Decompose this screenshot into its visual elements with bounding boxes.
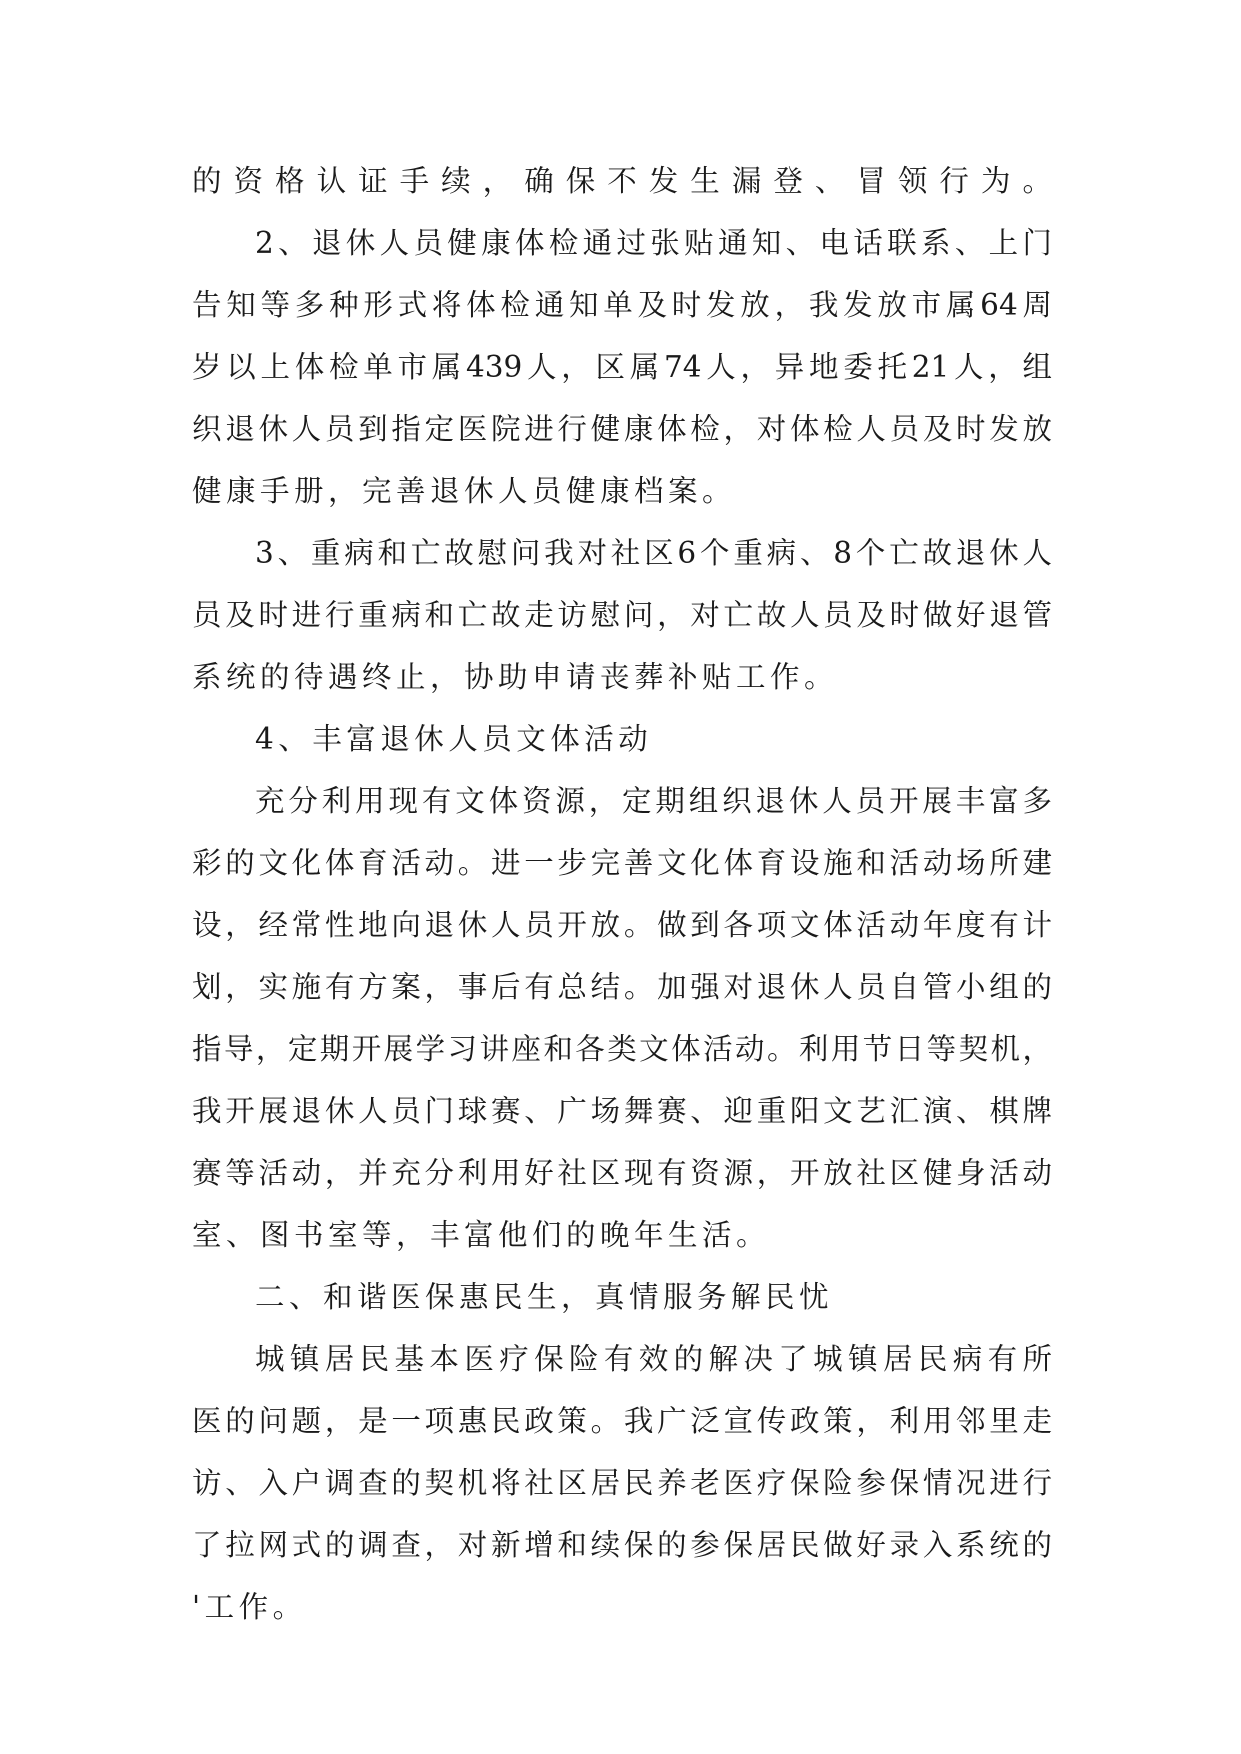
- text-line: 我开展退休人员门球赛、广场舞赛、迎重阳文艺汇演、棋牌: [192, 1094, 1052, 1128]
- text-line-paragraph-end: '工作。: [192, 1590, 307, 1624]
- text-line: 织退休人员到指定医院进行健康体检，对体检人员及时发放: [192, 412, 1052, 446]
- text-line-paragraph-end: 室、图书室等，丰富他们的晚年生活。: [192, 1218, 771, 1252]
- text-line: 医的问题，是一项惠民政策。我广泛宣传政策，利用邻里走: [192, 1404, 1052, 1438]
- text-line: 员及时进行重病和亡故走访慰问，对亡故人员及时做好退管: [192, 598, 1052, 632]
- text-line-continuation: 的资格认证手续，确保不发生漏登、冒领行为。: [192, 164, 1052, 198]
- section-heading-two: 二、和谐医保惠民生，真情服务解民忧: [255, 1280, 834, 1314]
- text-line: 访、入户调查的契机将社区居民养老医疗保险参保情况进行: [192, 1466, 1052, 1500]
- text-line: 赛等活动，并充分利用好社区现有资源，开放社区健身活动: [192, 1156, 1052, 1190]
- text-line-paragraph-end: 健康手册，完善退休人员健康档案。: [192, 474, 737, 508]
- document-page: [192, 150, 1052, 1638]
- text-line-paragraph-start: 充分利用现有文体资源，定期组织退休人员开展丰富多: [255, 784, 1052, 818]
- text-line: 指导，定期开展学习讲座和各类文体活动。利用节日等契机，: [192, 1032, 1052, 1066]
- text-line: 岁以上体检单市属439人，区属74人，异地委托21人，组: [192, 350, 1052, 384]
- text-line: 了拉网式的调查，对新增和续保的参保居民做好录入系统的: [192, 1528, 1052, 1562]
- section-heading-item-4: 4、丰富退休人员文体活动: [255, 722, 653, 756]
- text-line: 彩的文化体育活动。进一步完善文化体育设施和活动场所建: [192, 846, 1052, 880]
- text-line-paragraph-start: 城镇居民基本医疗保险有效的解决了城镇居民病有所: [255, 1342, 1052, 1376]
- text-line: 告知等多种形式将体检通知单及时发放，我发放市属64周: [192, 288, 1052, 322]
- text-line: 划，实施有方案，事后有总结。加强对退休人员自管小组的: [192, 970, 1052, 1004]
- text-line-paragraph-end: 系统的待遇终止，协助申请丧葬补贴工作。: [192, 660, 839, 694]
- text-line-item-2-start: 2、退休人员健康体检通过张贴通知、电话联系、上门: [255, 226, 1052, 260]
- text-line-item-3-start: 3、重病和亡故慰问我对社区6个重病、8个亡故退休人: [255, 536, 1052, 570]
- text-line: 设，经常性地向退休人员开放。做到各项文体活动年度有计: [192, 908, 1052, 942]
